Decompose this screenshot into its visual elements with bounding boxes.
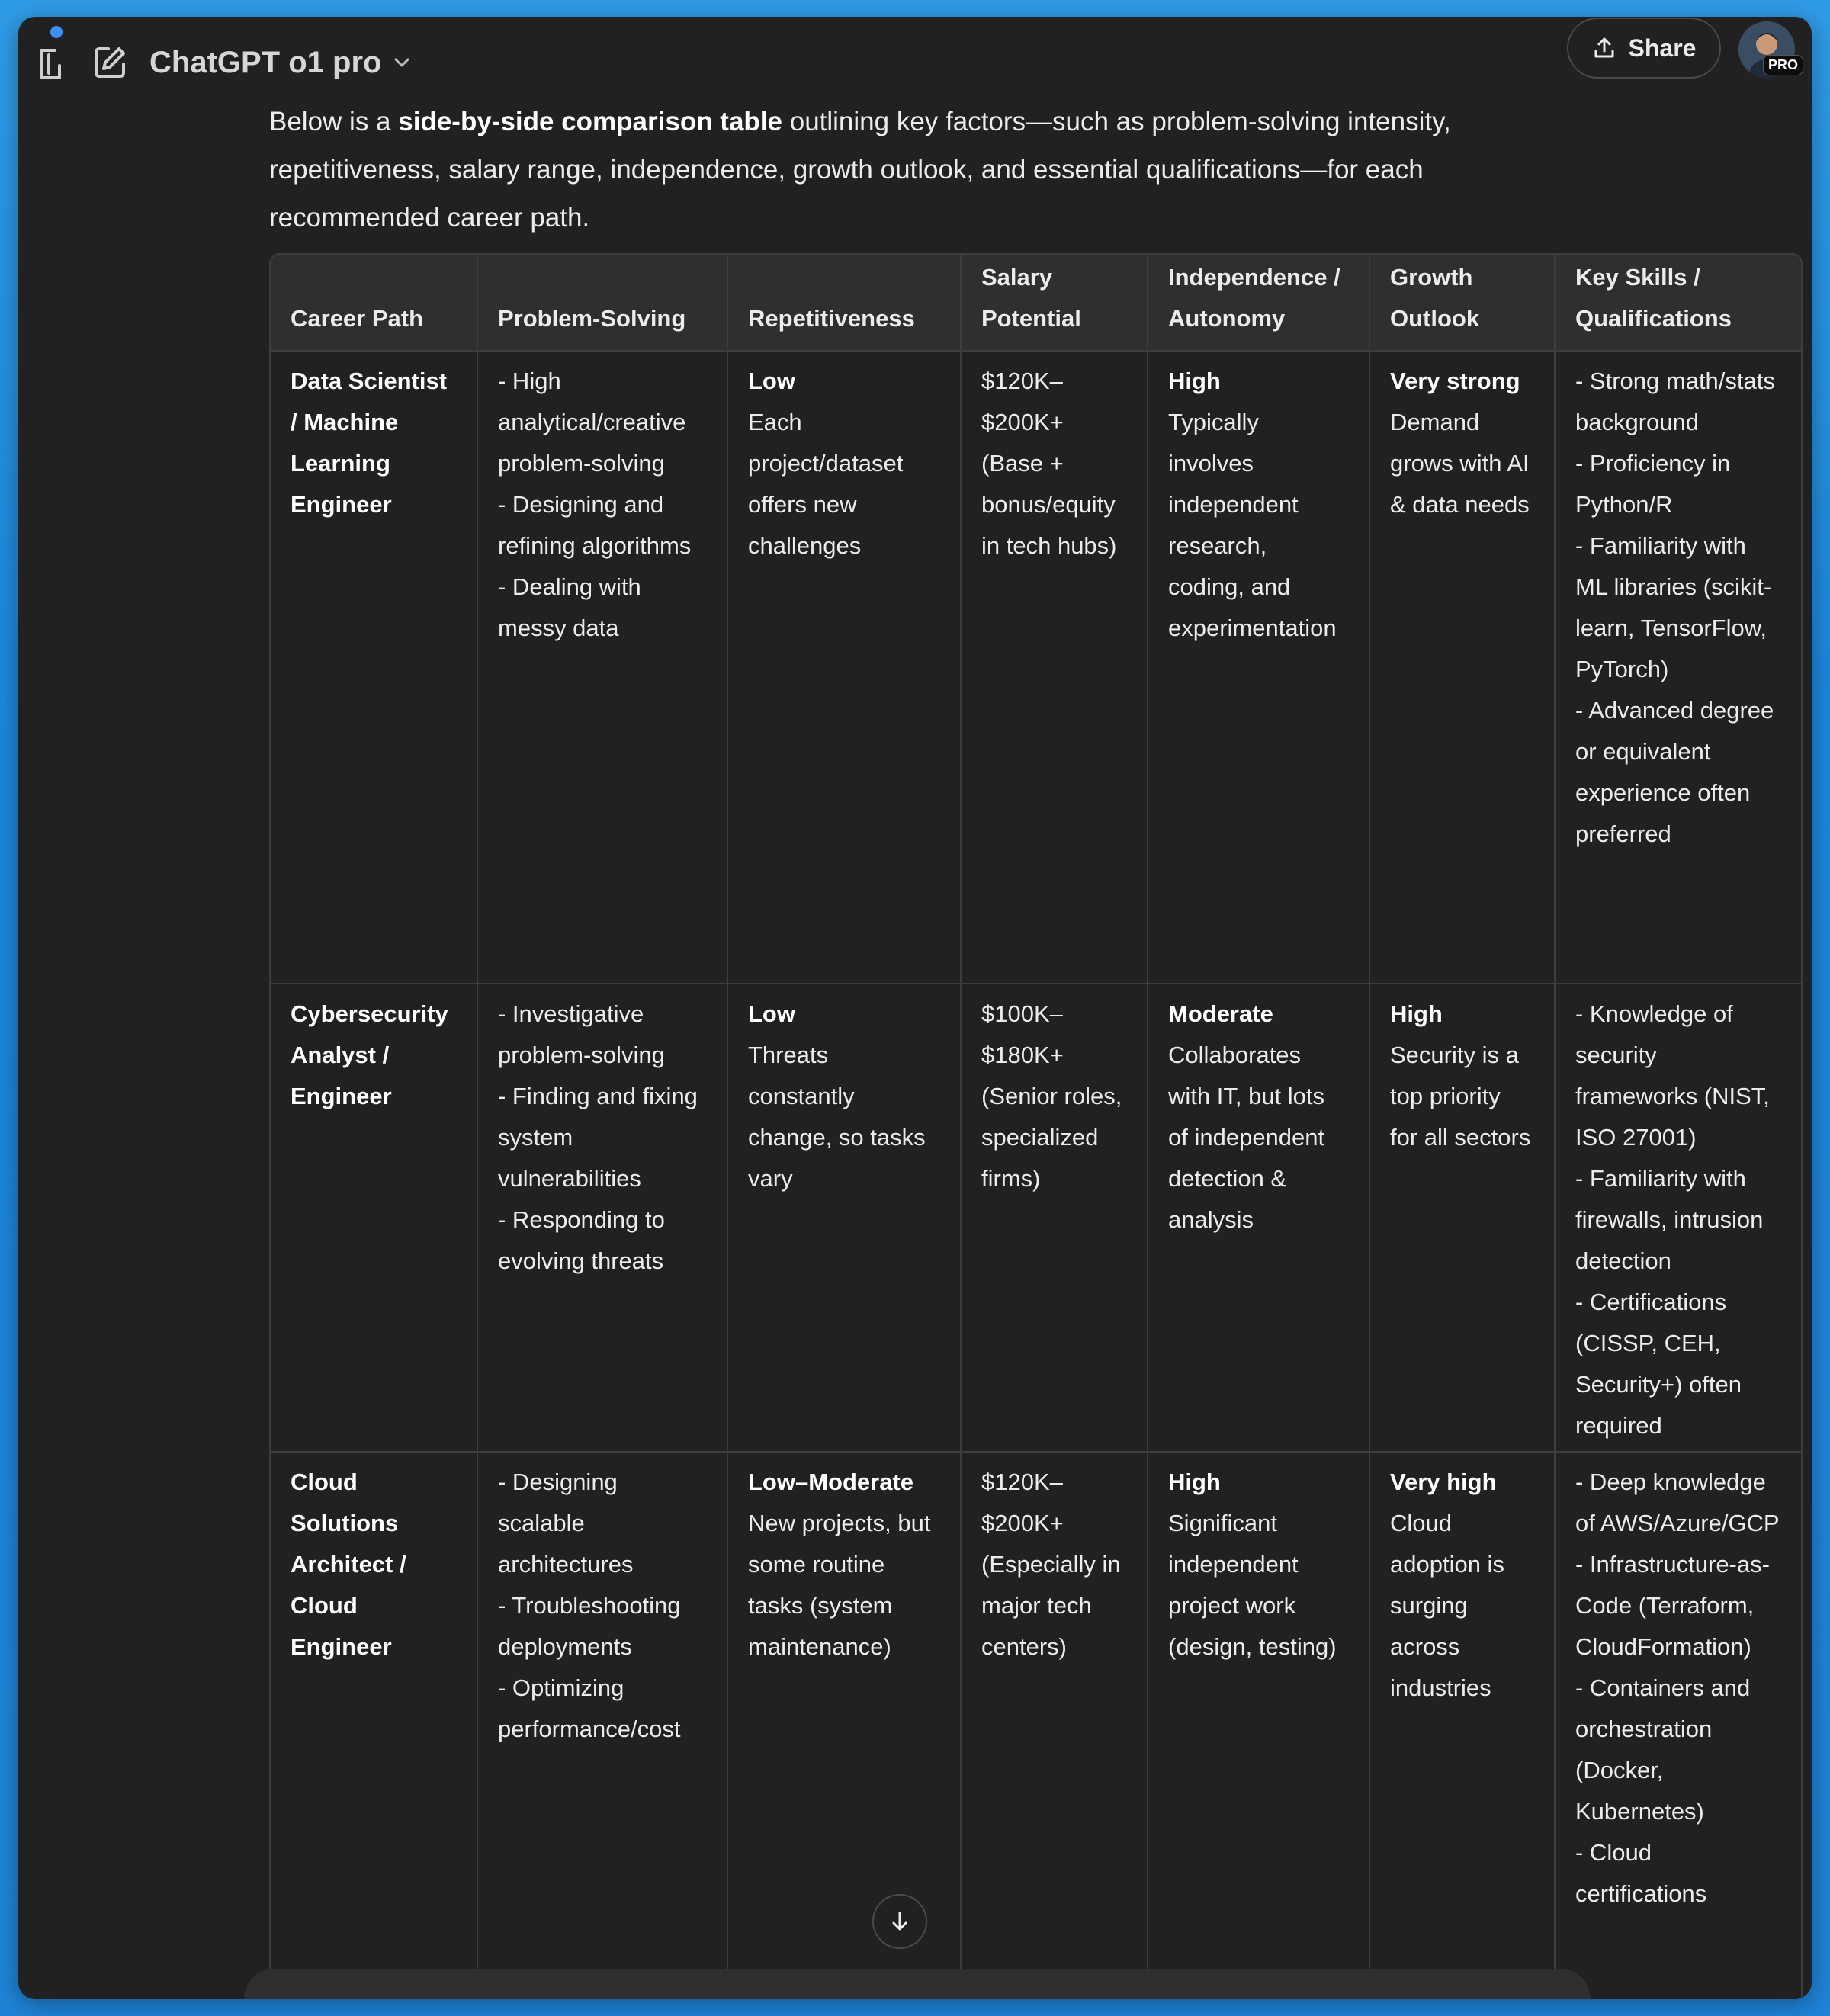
header-repetitiveness: Repetitiveness <box>727 255 961 351</box>
salary-cell: $120K–$200K+ (Base + bonus/equity in tech hubs) <box>961 351 1148 984</box>
intro-bold: side-by-side comparison table <box>398 107 782 136</box>
header-salary-potential: Salary Potential <box>961 255 1148 351</box>
independence-cell: High Typically involves independent research, coding, and experimentation <box>1148 351 1369 984</box>
intro-text-start: Below is a <box>269 107 399 136</box>
sidebar-toggle-icon[interactable] <box>37 46 67 82</box>
comparison-table <box>269 253 1803 1999</box>
notification-dot <box>50 26 63 38</box>
independence-cell: High Significant independent project work (design, testing) <box>1148 1452 1369 1999</box>
model-selector[interactable] <box>149 40 412 85</box>
header-career-path: Career Path <box>271 255 477 351</box>
message-composer[interactable] <box>244 1969 1591 1999</box>
table-row <box>271 984 1801 1452</box>
repetitiveness-cell: Low Threats constantly change, so tasks vary <box>727 984 961 1452</box>
model-name: ChatGPT o1 pro <box>149 45 382 79</box>
repetitiveness-cell: Low Each project/dataset offers new challenges <box>727 351 961 984</box>
table-header-row <box>271 255 1801 351</box>
problem-cell: - High analytical/creative problem-solving - Designing and refining algorithms - Dealing with messy data <box>477 351 727 984</box>
problem-cell: - Investigative problem-solving - Finding and fixing system vulnerabilities - Responding to evolving threats <box>477 984 727 1452</box>
header-problem-solving: Problem-Solving <box>477 255 727 351</box>
share-button[interactable] <box>1567 18 1721 79</box>
career-cell: Data Scientist / Machine Learning Engineer <box>271 351 477 984</box>
growth-cell: High Security is a top priority for all sectors <box>1369 984 1555 1452</box>
chevron-down-icon <box>392 53 412 72</box>
pro-badge: PRO <box>1763 55 1803 75</box>
table-row <box>271 351 1801 984</box>
table-row <box>271 1452 1801 1999</box>
problem-cell: - Designing scalable architectures - Troubleshooting deployments - Optimizing performance/cost <box>477 1452 727 1999</box>
share-label: Share <box>1628 34 1697 62</box>
independence-cell: Moderate Collaborates with IT, but lots of independent detection & analysis <box>1148 984 1369 1452</box>
salary-cell: $100K–$180K+ (Senior roles, specialized firms) <box>961 984 1148 1452</box>
career-cell: Cybersecurity Analyst / Engineer <box>271 984 477 1452</box>
top-bar <box>18 17 1812 108</box>
skills-cell: - Knowledge of security frameworks (NIST, ISO 27001) - Familiarity with firewalls, intrusion detection - Certifications (CISSP, CEH, Security+) often required <box>1555 984 1801 1452</box>
skills-cell: - Strong math/stats background - Proficiency in Python/R - Familiarity with ML libraries (scikit-learn, TensorFlow, PyTorch) - Advanced degree or equivalent experience often preferred <box>1555 351 1801 984</box>
career-cell: Cloud Solutions Architect / Cloud Engineer <box>271 1452 477 1999</box>
scroll-to-bottom-button[interactable] <box>872 1894 927 1949</box>
intro-text-end: outlining key factors—such as problem-solving intensity, repetitiveness, salary range, independence, growth outlook, and essential qualifications—for each recommended career path. <box>269 107 1451 233</box>
arrow-down-icon <box>888 1909 912 1934</box>
header-independence: Independence / Autonomy <box>1148 255 1369 351</box>
intro-paragraph <box>269 98 1565 242</box>
skills-cell: - Deep knowledge of AWS/Azure/GCP - Infrastructure-as-Code (Terraform, CloudFormation) - Containers and orchestration (Docker, Kubernetes) - Cloud certifications <box>1555 1452 1801 1999</box>
growth-cell: Very strong Demand grows with AI & data needs <box>1369 351 1555 984</box>
new-chat-icon[interactable] <box>92 44 128 81</box>
growth-cell: Very high Cloud adoption is surging across industries <box>1369 1452 1555 1999</box>
share-icon <box>1592 36 1616 60</box>
salary-cell: $120K–$200K+ (Especially in major tech centers) <box>961 1452 1148 1999</box>
header-key-skills: Key Skills / Qualifications <box>1555 255 1801 351</box>
header-growth-outlook: Growth Outlook <box>1369 255 1555 351</box>
repetitiveness-cell: Low–Moderate New projects, but some routine tasks (system maintenance) <box>727 1452 961 1999</box>
chat-window <box>18 17 1812 1999</box>
